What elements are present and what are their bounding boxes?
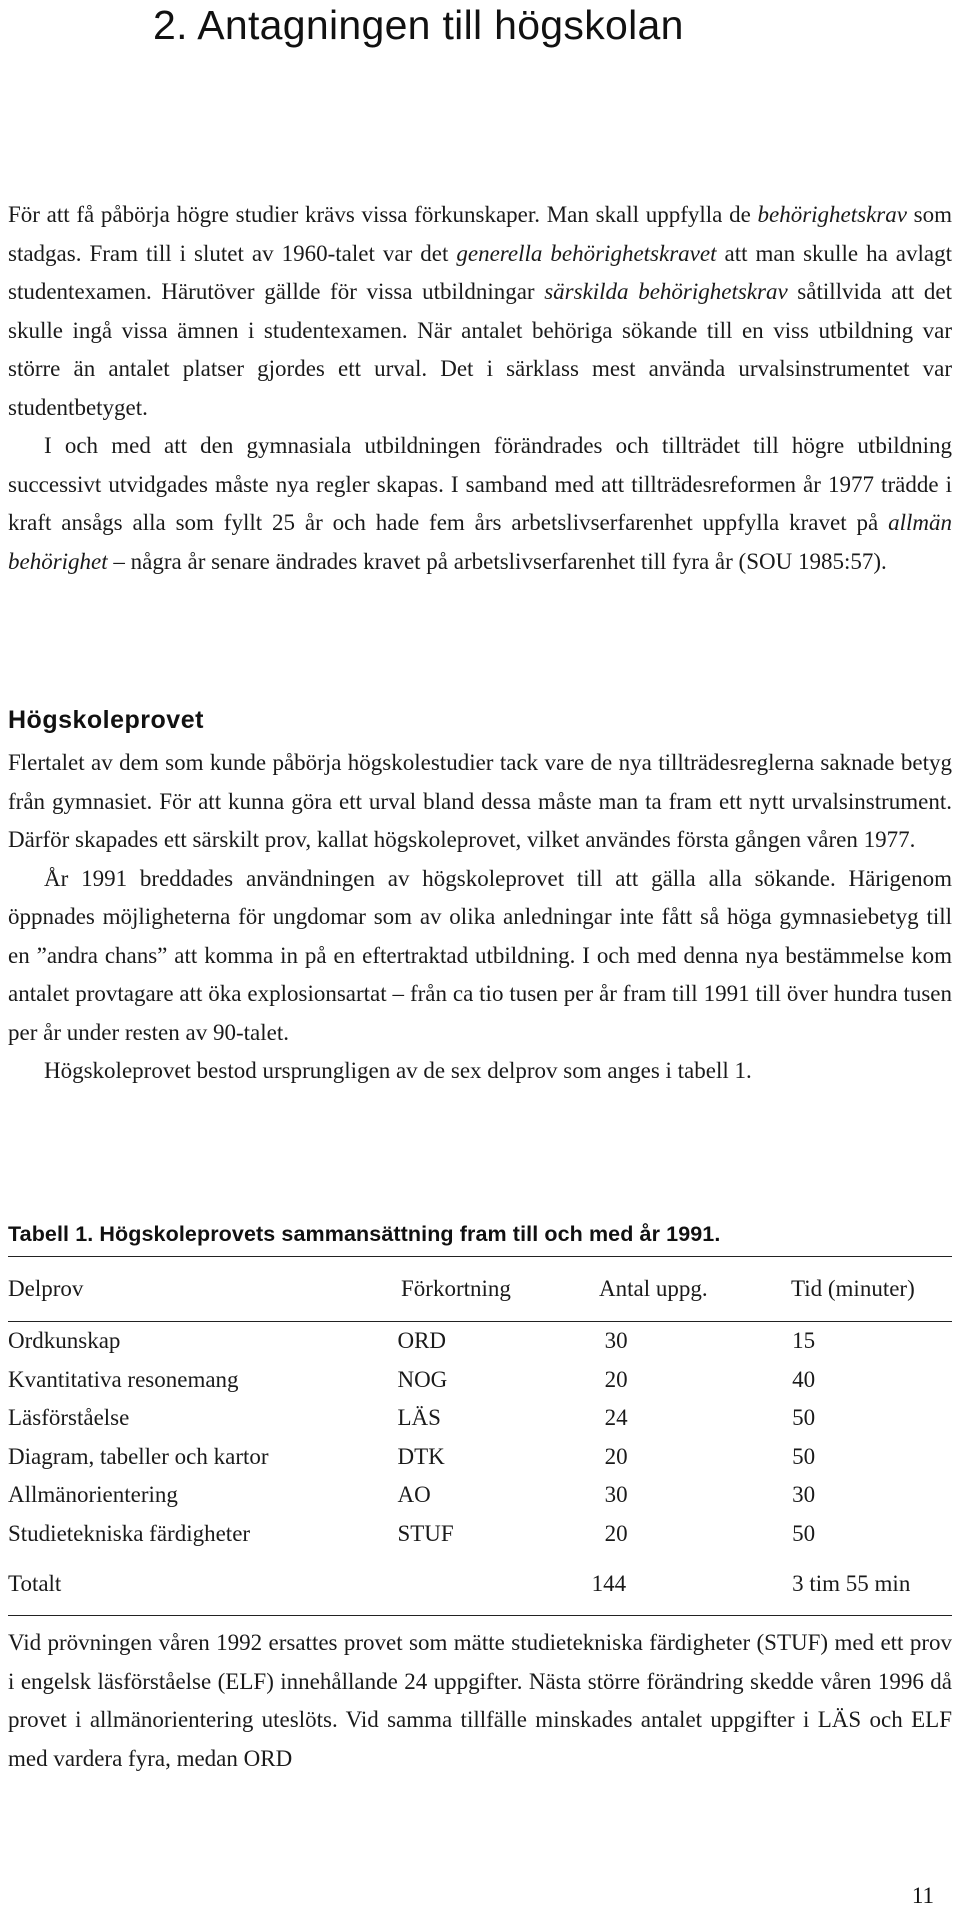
table-cell: 20 bbox=[604, 1443, 628, 1469]
italic-term: allmän behörighet bbox=[8, 510, 952, 574]
italic-term: behörighetskrav bbox=[757, 202, 907, 227]
page-number: 11 bbox=[911, 1883, 934, 1908]
table-row bbox=[8, 1399, 952, 1438]
table-row bbox=[8, 1322, 952, 1361]
text-run: I och med att den gymnasiala utbildningen förändrades och tillträdet till högre utbildning successivt utvidgades måste nya regler skapas. I samband med att tillträdesreformen år 1977 trädde i kraft ansågs alla som fyllt 25 år och hade fem års arbetslivserfarenhet uppfylla kravet på bbox=[8, 433, 952, 535]
table-cell: 30 bbox=[792, 1482, 816, 1508]
text-run: – några år senare ändrades kravet på arbetslivserfarenhet till fyra år (SOU 1985:57). bbox=[107, 548, 887, 574]
table-total-label: Totalt bbox=[8, 1571, 62, 1596]
table-cell: Kvantitativa resonemang bbox=[8, 1366, 239, 1392]
intro-paragraph-2 bbox=[8, 427, 952, 581]
table-header-cell: Delprov bbox=[8, 1276, 84, 1301]
table-row bbox=[8, 1515, 952, 1554]
table-cell: 20 bbox=[604, 1366, 628, 1392]
intro-section bbox=[8, 196, 952, 581]
chapter-title: 2. Antagningen till högskolan bbox=[153, 2, 684, 48]
table-cell: 30 bbox=[604, 1482, 628, 1508]
text-run: För att få påbörja högre studier krävs vissa förkunskaper. Man skall uppfylla de bbox=[8, 202, 758, 227]
table-row bbox=[8, 1438, 952, 1477]
section-paragraph-3: Högskoleprovet bestod ursprungligen av de sex delprov som anges i tabell 1. bbox=[44, 1058, 752, 1083]
table-cell: Läsförståelse bbox=[8, 1405, 130, 1431]
table-cell: LÄS bbox=[397, 1405, 441, 1431]
italic-term: generella behörighetskravet bbox=[456, 240, 717, 266]
table-cell: 50 bbox=[792, 1443, 816, 1469]
table-cell: Studietekniska färdigheter bbox=[8, 1520, 251, 1546]
table-cell: 30 bbox=[604, 1328, 628, 1354]
table-cell: 15 bbox=[792, 1328, 816, 1354]
table-1-body bbox=[8, 1322, 952, 1615]
section-paragraph-1: Flertalet av dem som kunde påbörja högskolestudier tack vare de nya tillträdesreglerna saknade betyg från gymnasiet. För att kunna göra ett urval bland dessa måste man ta fram ett nytt urvalsinstrument. Därför skapades ett särskilt prov, kallat högskoleprovet, vilket användes första gången våren 1977. bbox=[8, 750, 952, 852]
table-header-cell: Antal uppg. bbox=[599, 1276, 708, 1301]
table-cell bbox=[397, 1553, 591, 1615]
table-header-cell: Förkortning bbox=[401, 1276, 511, 1301]
table-cell: 50 bbox=[792, 1405, 816, 1431]
table-cell: AO bbox=[397, 1482, 431, 1508]
table-cell: Allmänorientering bbox=[8, 1482, 178, 1508]
table-cell: ORD bbox=[397, 1328, 447, 1354]
hogskoleprovet-section bbox=[8, 744, 952, 1091]
text-run: som stadgas. Fram till i slutet av 1960-talet var det bbox=[8, 202, 952, 266]
table-cell: 20 bbox=[604, 1520, 628, 1546]
table-cell: NOG bbox=[397, 1366, 448, 1392]
table-cell: DTK bbox=[397, 1443, 445, 1469]
table-1-grid bbox=[8, 1257, 952, 1321]
table-cell: Diagram, tabeller och kartor bbox=[8, 1443, 269, 1469]
italic-term: särskilda behörighetskrav bbox=[544, 279, 788, 304]
table-caption: Tabell 1. Högskoleprovets sammansättning fram till och med år 1991. bbox=[8, 1222, 721, 1246]
table-total-row bbox=[8, 1553, 952, 1615]
table-header-cell: Tid (minuter) bbox=[791, 1276, 915, 1301]
after-table-paragraph: Vid prövningen våren 1992 ersattes provet som mätte studietekniska färdigheter (STUF) med ett prov i engelsk läsförståelse (ELF) innehållande 24 uppgifter. Nästa större förändring skedde våren 1996 då provet i allmänorientering uteslöts. Vid samma tillfälle minskades antalet uppgifter i LÄS och ELF med vardera fyra, medan ORD bbox=[8, 1630, 952, 1771]
after-table-section bbox=[8, 1624, 952, 1778]
text-run: såtillvida att det skulle ingå vissa ämnen i studentexamen. När antalet behöriga sökande till en viss utbildning var större än antalet platser gjordes ett urval. Det i särklass mest använda urvalsinstrumentet var studentbetyget. bbox=[8, 279, 952, 420]
text-run: att man skulle ha avlagt studentexamen. Härutöver gällde för vissa utbildningar bbox=[8, 240, 952, 304]
table-header-row bbox=[8, 1257, 952, 1321]
section-paragraph-2: År 1991 breddades användningen av högskoleprovet till att gälla alla sökande. Härigenom öppnades möjligheterna för ungdomar som av olika anledningar inte fått så höga gymnasiebetyg till en ”andra chans” att komma in på en eftertraktad utbildning. I och med denna nya bestämmelse kom antalet provtagare att öka explosionsartat – från ca tio tusen per år fram till 1991 till över hundra tusen per år under resten av 90-talet. bbox=[8, 865, 952, 1045]
table-total-time: 3 tim 55 min bbox=[792, 1571, 911, 1596]
table-row bbox=[8, 1476, 952, 1515]
table-cell: 40 bbox=[792, 1366, 816, 1392]
table-row bbox=[8, 1361, 952, 1400]
intro-paragraph-1 bbox=[8, 196, 952, 427]
table-cell: Ordkunskap bbox=[8, 1328, 121, 1354]
section-heading: Högskoleprovet bbox=[8, 706, 204, 734]
table-1 bbox=[8, 1256, 952, 1616]
table-total-count: 144 bbox=[591, 1571, 627, 1596]
table-cell: STUF bbox=[397, 1520, 454, 1546]
table-bottom-rule bbox=[8, 1615, 952, 1616]
table-cell: 24 bbox=[604, 1405, 628, 1431]
table-cell: 50 bbox=[792, 1520, 816, 1546]
